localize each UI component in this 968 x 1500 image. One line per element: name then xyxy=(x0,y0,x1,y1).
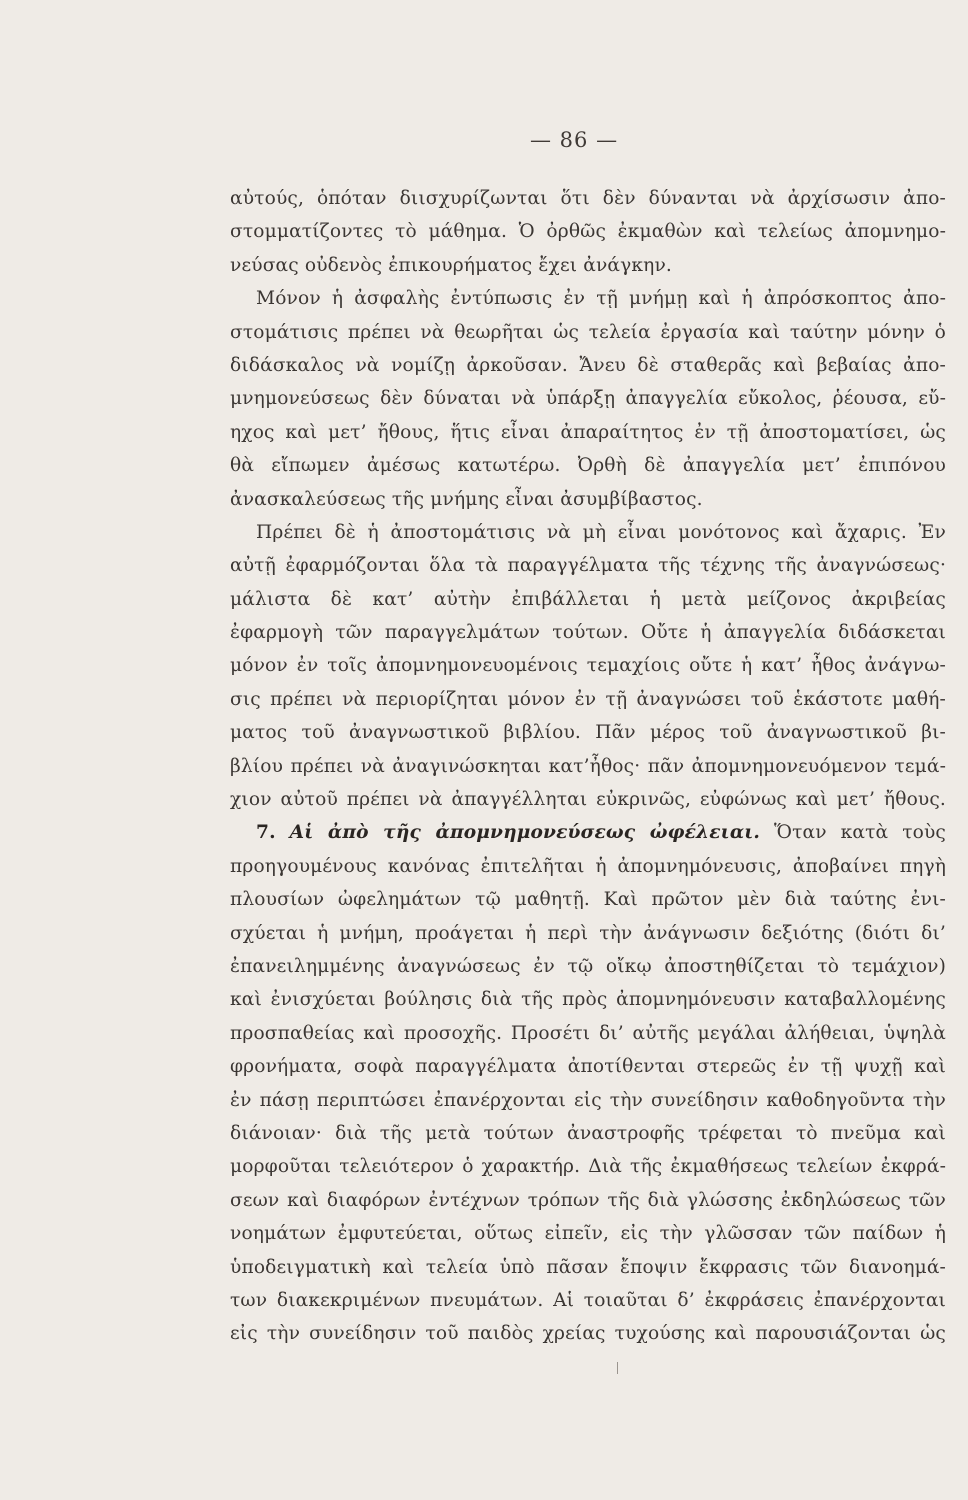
section-7-heading-line xyxy=(230,816,946,849)
text-line: αὐτῇ ἐφαρμόζονται ὅλα τὰ παραγγέλματα τῆς τέχνης τῆς ἀναγνώσεως· xyxy=(230,555,946,577)
text-line: ηχος καὶ μετ’ ἤθους, ἥτις εἶναι ἀπαραίτητος ἐν τῇ ἀποστοματίσει, ὡς xyxy=(230,421,946,443)
text-line: σις πρέπει νὰ περιορίζηται μόνον ἐν τῇ ἀναγνώσει τοῦ ἑκάστοτε μαθή- xyxy=(230,688,946,710)
text-line: σχύεται ἡ μνήμη, προάγεται ἡ περὶ τὴν ἀνάγνωσιν δεξιότης (διότι δι’ xyxy=(230,922,946,944)
text-line: ἀνασκαλεύσεως τῆς μνήμης εἶναι ἀσυμβίβαστος. xyxy=(230,488,703,510)
section-heading-continuation: Ὅταν κατὰ τοὺς xyxy=(774,822,946,844)
text-line: εἰς τὴν συνείδησιν τοῦ παιδὸς χρείας τυχούσης καὶ παρουσιάζονται ὡς xyxy=(230,1323,946,1345)
text-line: ἐφαρμογὴ τῶν παραγγελμάτων τούτων. Οὔτε ἡ ἀπαγγελία διδάσκεται xyxy=(230,622,946,644)
text-line: προσπαθείας καὶ προσοχῆς. Προσέτι δι’ αὐτῆς μεγάλαι ἀλήθειαι, ὑψηλὰ xyxy=(230,1022,946,1044)
text-line: Πρέπει δὲ ἡ ἀποστομάτισις νὰ μὴ εἶναι μονότονος καὶ ἄχαρις. Ἐν xyxy=(256,521,946,543)
text-line: μνημονεύσεως δὲν δύναται νὰ ὑπάρξῃ ἀπαγγελία εὔκολος, ῥέουσα, εὔ- xyxy=(230,388,946,410)
page-number: — 86 — xyxy=(530,128,619,152)
body-text xyxy=(230,182,946,1351)
text-line: των διακεκριμένων πνευμάτων. Αἱ τοιαῦται δ’ ἐκφράσεις ἐπανέρχονται xyxy=(230,1289,946,1311)
section-heading: Αἱ ἀπὸ τῆς ἀπομνημονεύσεως ὠφέλειαι. xyxy=(289,822,761,844)
text-line: μόνον ἐν τοῖς ἀπομνημονευομένοις τεμαχίοις οὔτε ἡ κατ’ ἦθος ἀνάγνω- xyxy=(230,655,946,677)
text-line: βλίου πρέπει νὰ ἀναγινώσκηται κατ’ἦθος· πᾶν ἀπομνημονευόμενον τεμά- xyxy=(230,755,946,777)
text-line: καὶ ἐνισχύεται βούλησις διὰ τῆς πρὸς ἀπομνημόνευσιν καταβαλλομένης xyxy=(230,989,946,1011)
section-number: 7. xyxy=(256,822,276,844)
text-line: νεύσας οὐδενὸς ἐπικουρήματος ἔχει ἀνάγκην. xyxy=(230,254,672,276)
text-line: μάλιστα δὲ κατ’ αὐτὴν ἐπιβάλλεται ἡ μετὰ μείζονος ἀκριβείας xyxy=(230,588,946,610)
text-line: θὰ εἴπωμεν ἀμέσως κατωτέρω. Ὀρθὴ δὲ ἀπαγγελία μετ’ ἐπιπόνου xyxy=(230,455,946,477)
text-line: Μόνον ἡ ἀσφαλὴς ἐντύπωσις ἐν τῇ μνήμῃ καὶ ἡ ἀπρόσκοπτος ἀπο- xyxy=(256,288,946,310)
text-line: σεων καὶ διαφόρων ἐντέχνων τρόπων τῆς διὰ γλώσσης ἐκδηλώσεως τῶν xyxy=(230,1189,946,1211)
text-line: πλουσίων ὠφελημάτων τῷ μαθητῇ. Καὶ πρῶτον μὲν διὰ ταύτης ἐνι- xyxy=(230,889,946,911)
paper-speck xyxy=(617,1362,618,1374)
text-line: ματος τοῦ ἀναγνωστικοῦ βιβλίου. Πᾶν μέρος τοῦ ἀναγνωστικοῦ βι- xyxy=(230,722,946,744)
text-line: νοημάτων ἐμφυτεύεται, οὕτως εἰπεῖν, εἰς τὴν γλῶσσαν τῶν παίδων ἡ xyxy=(230,1223,946,1245)
text-line: φρονήματα, σοφὰ παραγγέλματα ἀποτίθενται στερεῶς ἐν τῇ ψυχῇ καὶ xyxy=(230,1056,946,1078)
text-line: ὑποδειγματικὴ καὶ τελεία ὑπὸ πᾶσαν ἔποψιν ἔκφρασις τῶν διανοημά- xyxy=(230,1256,946,1278)
text-line: στομματίζοντες τὸ μάθημα. Ὁ ὀρθῶς ἐκμαθὼν καὶ τελείως ἀπομνημο- xyxy=(230,221,946,243)
text-line: ἐν πάσῃ περιπτώσει ἐπανέρχονται εἰς τὴν συνείδησιν καθοδηγοῦντα τὴν xyxy=(230,1089,946,1111)
text-line: διάνοιαν· διὰ τῆς μετὰ τούτων ἀναστροφῆς τρέφεται τὸ πνεῦμα καὶ xyxy=(230,1122,946,1144)
text-line: προηγουμένους κανόνας ἐπιτελῆται ἡ ἀπομνημόνευσις, ἀποβαίνει πηγὴ xyxy=(230,855,946,877)
text-line: αὐτούς, ὁπόταν διισχυρίζωνται ὅτι δὲν δύνανται νὰ ἀρχίσωσιν ἀπο- xyxy=(230,188,946,209)
text-line: στομάτισις πρέπει νὰ θεωρῆται ὡς τελεία ἐργασία καὶ ταύτην μόνην ὁ xyxy=(230,321,946,343)
text-line: μορφοῦται τελειότερον ὁ χαρακτήρ. Διὰ τῆς ἐκμαθήσεως τελείων ἐκφρά- xyxy=(230,1156,946,1178)
text-line: διδάσκαλος νὰ νομίζῃ ἀρκοῦσαν. Ἄνευ δὲ σταθερᾶς καὶ βεβαίας ἀπο- xyxy=(230,354,946,376)
text-line: χιον αὐτοῦ πρέπει νὰ ἀπαγγέλληται εὐκρινῶς, εὐφώνως καὶ μετ’ ἤθους. xyxy=(230,789,946,811)
text-line: ἐπανειλημμένης ἀναγνώσεως ἐν τῷ οἴκῳ ἀποστηθίζεται τὸ τεμάχιον) xyxy=(230,955,946,977)
